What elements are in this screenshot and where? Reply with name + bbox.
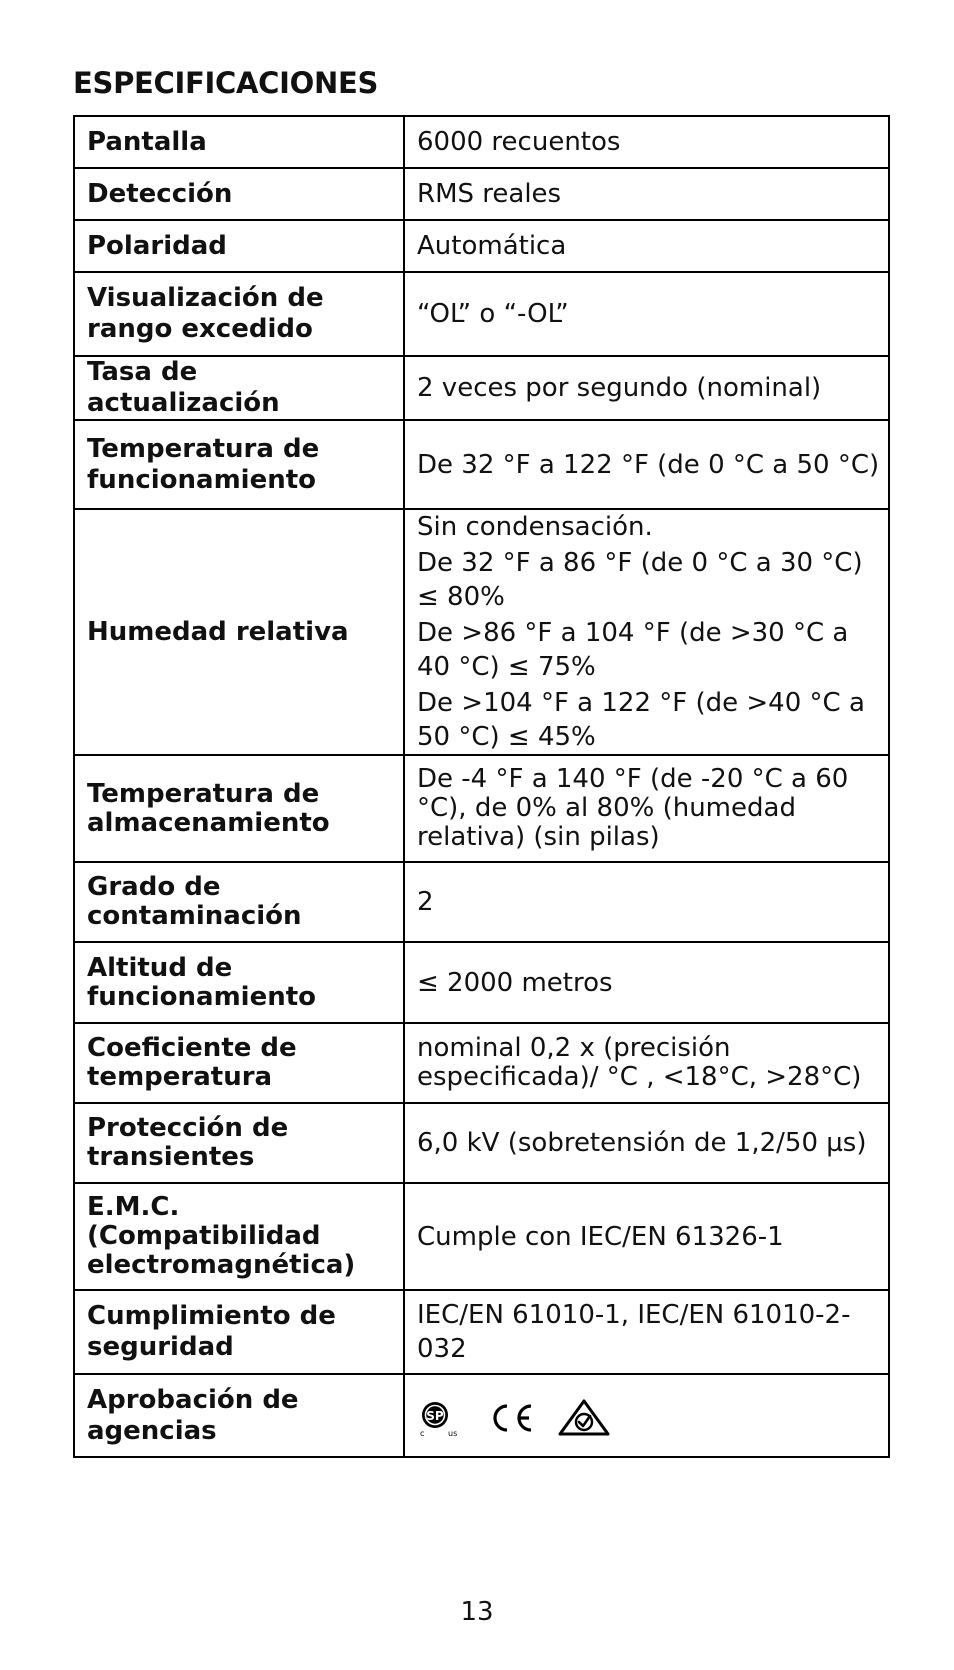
spec-label: electromagnética) [87,1250,356,1280]
spec-value-cell [404,1374,889,1457]
spec-label: E.M.C. [87,1192,180,1222]
ce-mark [487,1402,535,1434]
spec-value-cell [404,272,889,356]
rcm-mark [557,1398,611,1438]
spec-label: Coeficiente de [87,1033,297,1063]
spec-row [74,272,889,356]
spec-value: nominal 0,2 x (precisión especificada)/ °C , <18°C, >28°C) [417,1033,862,1092]
spec-label-cell [74,1103,404,1183]
spec-value-cell [404,942,889,1023]
spec-label: Protección de [87,1113,289,1143]
spec-label-cell [74,509,404,755]
spec-row [74,509,889,755]
spec-value-cell [404,356,889,420]
spec-value: 6,0 kV (sobretensión de 1,2/50 µs) [417,1128,867,1158]
csa-us-mark [417,1398,465,1438]
spec-value-cell [404,862,889,942]
spec-label-cell [74,755,404,862]
spec-label-cell [74,1374,404,1457]
spec-value-cell [404,168,889,220]
spec-row [74,1023,889,1103]
spec-label-cell [74,942,404,1023]
spec-row [74,755,889,862]
spec-row [74,1290,889,1374]
spec-value: De >104 °F a 122 °F (de >40 °C a 50 °C) ≤ 45% [417,688,865,752]
spec-label: Aprobación de [87,1384,299,1415]
spec-value: 6000 recuentos [417,127,621,157]
spec-value: RMS reales [417,179,562,209]
csa-core-text: SP [426,1408,444,1423]
spec-label: agencias [87,1415,217,1446]
spec-row [74,116,889,168]
spec-value-cell [404,1023,889,1103]
spec-label: funcionamiento [87,464,317,495]
spec-label: Polaridad [87,230,227,261]
spec-label: Cumplimiento de [87,1301,336,1331]
spec-label-cell [74,220,404,272]
spec-label: transientes [87,1142,255,1172]
spec-label: Humedad relativa [87,616,349,647]
spec-value: Automática [417,231,567,261]
page-title: ESPECIFICACIONES [73,66,379,100]
spec-label-cell [74,116,404,168]
spec-label-cell [74,1290,404,1374]
spec-label: Altitud de [87,952,233,983]
spec-row [74,862,889,942]
spec-label-cell [74,168,404,220]
spec-value: De >86 °F a 104 °F (de >30 °C a 40 °C) ≤ 75% [417,618,849,682]
spec-row [74,1374,889,1457]
spec-label: Pantalla [87,126,207,157]
spec-label-cell [74,862,404,942]
spec-value-cell [404,755,889,862]
spec-label: almacenamiento [87,807,330,838]
spec-row [74,356,889,420]
spec-label-cell [74,356,404,420]
spec-label-cell [74,1183,404,1290]
spec-value-cell [404,420,889,509]
page-number: 13 [460,1597,494,1627]
spec-row [74,1103,889,1183]
spec-value-cell [404,116,889,168]
csa-c-text: c [420,1428,425,1438]
spec-label: Temperatura de [87,433,320,464]
spec-value: De 32 °F a 122 °F (de 0 °C a 50 °C) [417,449,880,480]
csa-us-text: us [448,1428,458,1438]
agency-marks [417,1394,882,1438]
spec-label: Temperatura de [87,778,320,809]
spec-label: contaminación [87,901,302,931]
spec-label: funcionamiento [87,981,317,1012]
spec-row [74,1183,889,1290]
spec-value-cell [404,220,889,272]
spec-label: rango excedido [87,314,313,344]
spec-row [74,168,889,220]
spec-label: (Compatibilidad [87,1221,321,1251]
spec-row [74,942,889,1023]
spec-value: Sin condensación. [417,512,653,542]
spec-row [74,420,889,509]
spec-value: De -4 °F a 140 °F (de -20 °C a 60 °C), de 0% al 80% (humedad relativa) (sin pilas) [417,764,849,852]
spec-label: Grado de [87,872,221,902]
spec-label: Detección [87,178,233,209]
spec-label: Tasa de actualización [87,357,280,418]
spec-value: Cumple con IEC/EN 61326-1 [417,1221,784,1252]
spec-value: IEC/EN 61010-1, IEC/EN 61010-2-032 [417,1300,851,1364]
spec-value-cell [404,509,889,755]
spec-value-cell [404,1290,889,1374]
spec-label: Visualización de [87,283,324,313]
spec-label: seguridad [87,1332,234,1362]
specifications-table [73,115,890,1458]
spec-label-cell [74,420,404,509]
spec-value: “OL” o “-OL” [417,299,569,329]
spec-label-cell [74,272,404,356]
spec-value: De 32 °F a 86 °F (de 0 °C a 30 °C) ≤ 80% [417,548,863,612]
spec-row [74,220,889,272]
spec-value: 2 [417,887,434,917]
spec-label: temperatura [87,1062,273,1092]
spec-value: 2 veces por segundo (nominal) [417,373,822,403]
spec-value: ≤ 2000 metros [417,967,613,998]
spec-label-cell [74,1023,404,1103]
spec-value-cell [404,1103,889,1183]
spec-value-cell [404,1183,889,1290]
